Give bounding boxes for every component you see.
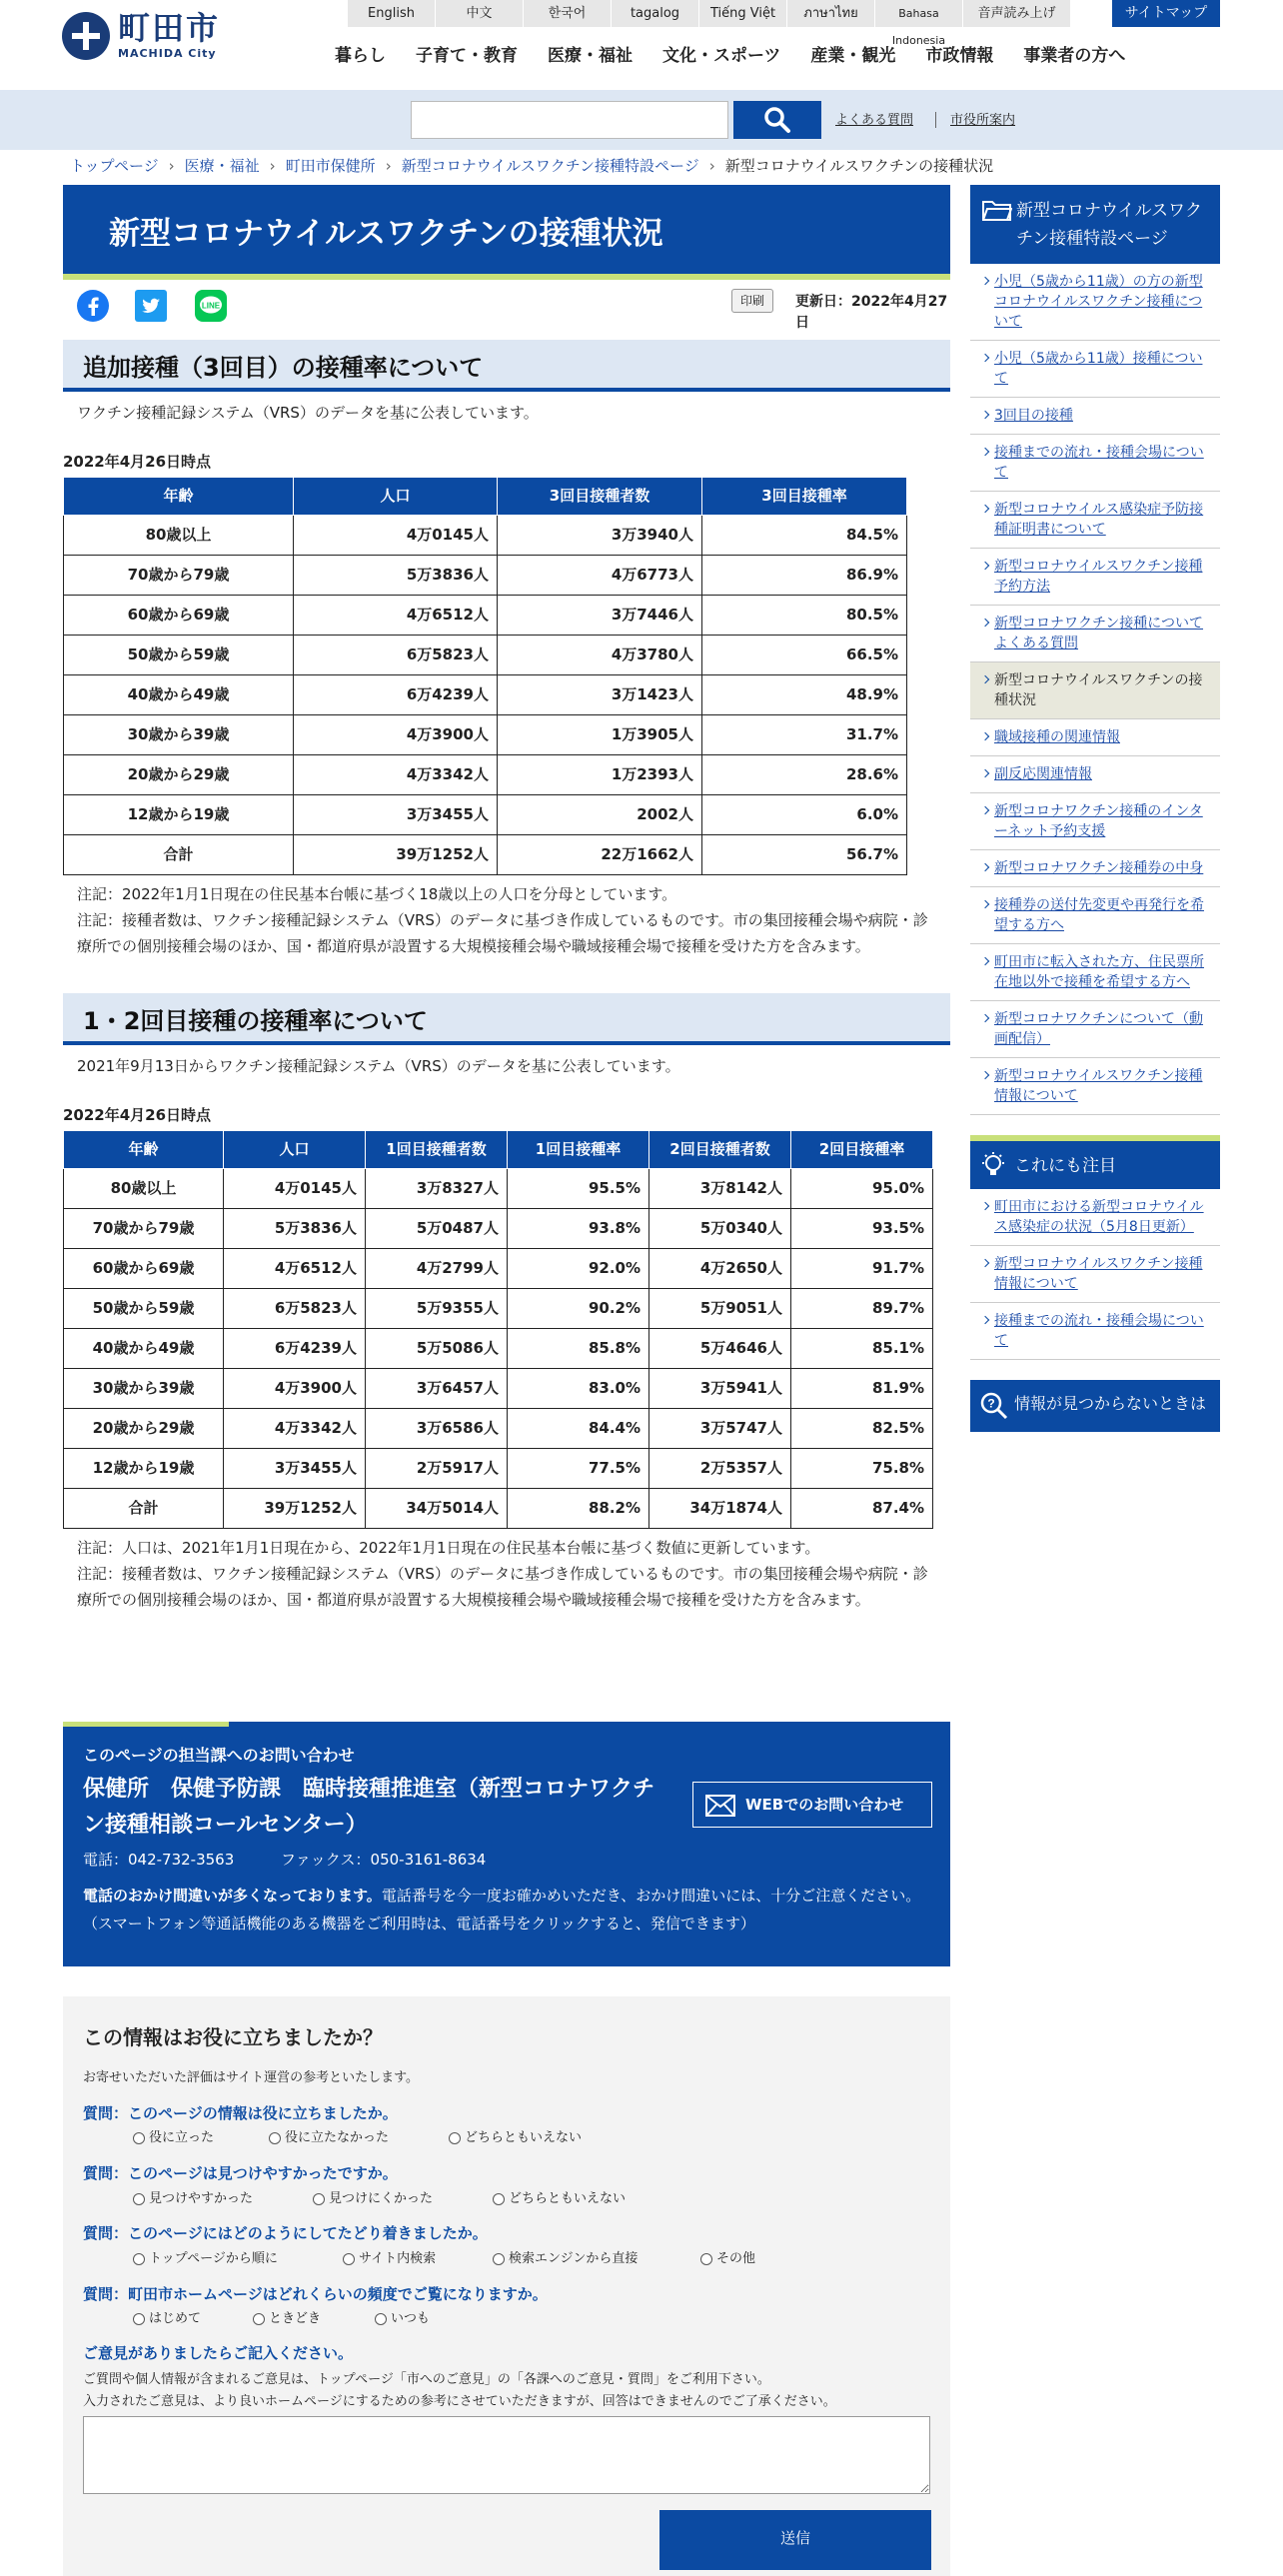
table-cell: 4万6512人	[224, 1249, 366, 1289]
breadcrumb-sep: ›	[269, 157, 276, 175]
comment-note: ご質問や個人情報が含まれるご意見は、トップページ「市へのご意見」の「各課へのご意見・質問」をご利用下さい。	[83, 2372, 770, 2387]
twitter-icon[interactable]	[135, 290, 167, 322]
table-cell: 39万1252人	[294, 835, 498, 875]
section1-heading: 追加接種（3回目）の接種率について	[63, 340, 950, 392]
table-row	[64, 1169, 933, 1209]
sidebar-link: 新型コロナウイルスワクチンの接種状況	[994, 672, 1203, 708]
sidebar-link[interactable]: 新型コロナワクチン接種についてよくある質問	[994, 616, 1204, 651]
divider	[935, 112, 936, 128]
table-row	[64, 795, 907, 835]
table-cell: 5万9051人	[649, 1289, 791, 1329]
sidebar-item[interactable]	[970, 719, 1220, 756]
table-cell: 6.0%	[702, 795, 907, 835]
table-cell: 5万9355人	[366, 1289, 508, 1329]
sidebar-link[interactable]: 新型コロナワクチン接種券の中身	[994, 860, 1204, 876]
contact-box	[63, 1722, 950, 1966]
table-row	[64, 1369, 933, 1409]
nav-sangyo[interactable]: 産業・観光	[810, 46, 896, 66]
sidebar-item	[970, 662, 1220, 719]
radio-other[interactable]	[700, 2253, 712, 2265]
share-bar	[63, 280, 950, 340]
table-header: 3回目接種者数	[498, 478, 702, 516]
breadcrumb-hokenjo[interactable]: 町田市保健所	[285, 157, 376, 175]
table-cell: 86.9%	[702, 556, 907, 596]
sidebar-link[interactable]: 職域接種の関連情報	[994, 729, 1120, 745]
table-cell: 4万3900人	[294, 715, 498, 755]
sidebar-item[interactable]	[970, 850, 1220, 887]
mail-icon	[705, 1795, 735, 1817]
table-cell: 77.5%	[508, 1449, 649, 1489]
breadcrumb	[70, 155, 1003, 178]
sidebar-link[interactable]: 接種までの流れ・接種会場について	[994, 445, 1204, 481]
section2-note-vrs: 注記：接種者数は、ワクチン接種記録システム（VRS）のデータに基づき作成しているものです。市の集団接種会場や病院・診療所での個別接種会場のほか、国・都道府県が設置する大規模接種会場や職域接種会場で接種を受けた方を含みます。	[77, 1565, 928, 1609]
svg-text:LINE: LINE	[201, 301, 221, 311]
table-cell: 34万5014人	[366, 1489, 508, 1529]
sidebar-item[interactable]	[970, 264, 1220, 341]
attention-link[interactable]: 新型コロナウイルスワクチン接種情報について	[994, 1256, 1203, 1292]
logo-subtext: MACHIDA City	[118, 47, 217, 60]
table-total-row	[64, 835, 907, 875]
table-cell: 95.5%	[508, 1169, 649, 1209]
table-cell: 85.8%	[508, 1329, 649, 1369]
comment-textarea[interactable]	[83, 2416, 930, 2494]
radio-from-top[interactable]	[133, 2253, 145, 2265]
table-cell: 34万1874人	[649, 1489, 791, 1529]
table-cell: 28.6%	[702, 755, 907, 795]
option-label: はじめて	[149, 2311, 202, 2326]
radio-easy-to-find[interactable]	[133, 2193, 145, 2205]
table-cell: 3万5747人	[649, 1409, 791, 1449]
table-cell: 3万3455人	[294, 795, 498, 835]
table-header: 1回目接種者数	[366, 1131, 508, 1169]
sidebar-link[interactable]: 小児（5歳から11歳）の方の新型コロナウイルスワクチン接種について	[994, 274, 1203, 330]
option-label: トップページから順に	[149, 2251, 278, 2266]
table-cell: 5万4646人	[649, 1329, 791, 1369]
lang-korean[interactable]: 한국어	[524, 0, 612, 27]
age-group-cell: 40歳から49歳	[64, 1329, 224, 1369]
sitemap-button[interactable]: サイトマップ	[1112, 0, 1220, 27]
lang-thai[interactable]: ภาษาไทย	[787, 0, 875, 27]
table-cell: 48.9%	[702, 675, 907, 715]
sidebar-link[interactable]: 新型コロナウイルス感染症予防接種証明書について	[994, 502, 1204, 538]
table-cell: 1万3905人	[498, 715, 702, 755]
search-band	[0, 90, 1283, 150]
table-cell: 66.5%	[702, 636, 907, 675]
table-row	[64, 1289, 933, 1329]
table-cell: 5万3836人	[224, 1209, 366, 1249]
search-icon	[763, 106, 791, 134]
table-cell: 87.4%	[791, 1489, 933, 1529]
question-frequency: 質問：町田市ホームページはどれくらいの頻度でご覧になりますか。	[83, 2285, 548, 2303]
sidebar-item[interactable]	[970, 793, 1220, 850]
option-label: その他	[716, 2251, 756, 2266]
web-contact-button[interactable]	[692, 1782, 932, 1828]
table-cell: 93.8%	[508, 1209, 649, 1249]
sidebar-item[interactable]	[970, 944, 1220, 1001]
option-label: いつも	[391, 2311, 431, 2326]
breadcrumb-sep: ›	[708, 157, 715, 175]
sidebar-item[interactable]	[970, 887, 1220, 944]
age-group-cell: 60歳から69歳	[64, 596, 294, 636]
option-label: 見つけやすかった	[149, 2191, 254, 2206]
site-logo[interactable]	[62, 10, 220, 63]
updated-date: 更新日：2022年4月27日	[795, 294, 948, 331]
question-usefulness: 質問：このページの情報は役に立ちましたか。	[83, 2104, 398, 2122]
age-group-cell: 80歳以上	[64, 516, 294, 556]
table-cell: 3万3455人	[224, 1449, 366, 1489]
section2-description: 2021年9月13日からワクチン接種記録システム（VRS）のデータを基に公表しています。	[77, 1057, 680, 1075]
table-row	[64, 675, 907, 715]
table-cell: 4万6512人	[294, 596, 498, 636]
attention-item[interactable]	[970, 1246, 1220, 1303]
sidebar-item[interactable]	[970, 606, 1220, 662]
option-label: 検索エンジンから直接	[509, 2251, 639, 2266]
table-header: 3回目接種率	[702, 478, 907, 516]
table-cell: 3万7446人	[498, 596, 702, 636]
accent-bar	[63, 1722, 229, 1727]
nav-bunka[interactable]: 文化・スポーツ	[662, 46, 781, 66]
findability-options	[133, 2189, 653, 2209]
table-cell: 83.0%	[508, 1369, 649, 1409]
city-emblem-icon	[62, 12, 110, 60]
nav-shisei[interactable]: 市政情報	[925, 46, 994, 66]
contact-phone[interactable]: 電話：042-732-3563	[83, 1851, 235, 1869]
sidebar-link[interactable]: 接種券の送付先変更や再発行を希望する方へ	[994, 897, 1204, 933]
table-cell: 6万5823人	[294, 636, 498, 675]
attention-heading-label: これにも注目	[1014, 1156, 1116, 1176]
table-cell: 5万0340人	[649, 1209, 791, 1249]
frequency-options	[133, 2309, 458, 2329]
line-icon[interactable]	[195, 290, 227, 322]
facebook-icon[interactable]	[77, 290, 109, 322]
age-group-cell: 12歳から19歳	[64, 795, 294, 835]
table-cell: 91.7%	[791, 1249, 933, 1289]
feedback-title: この情報はお役に立ちましたか？	[83, 2025, 383, 2049]
sidebar-heading[interactable]	[970, 185, 1220, 264]
table-cell: 88.2%	[508, 1489, 649, 1529]
table-cell: 2002人	[498, 795, 702, 835]
option-label: 役に立たなかった	[285, 2130, 390, 2145]
not-found-button[interactable]	[970, 1380, 1220, 1432]
page-title: 新型コロナウイルスワクチンの接種状況	[63, 185, 950, 280]
table-row	[64, 715, 907, 755]
radio-search-engine[interactable]	[493, 2253, 505, 2265]
table-row	[64, 1249, 933, 1289]
table-cell: 92.0%	[508, 1249, 649, 1289]
attention-link[interactable]: 町田市における新型コロナウイルス感染症の状況（5月8日更新）	[994, 1199, 1204, 1235]
radio-sometimes[interactable]	[253, 2313, 265, 2325]
table-cell: 2万5917人	[366, 1449, 508, 1489]
breadcrumb-current: 新型コロナウイルスワクチンの接種状況	[724, 157, 994, 175]
sidebar-list	[970, 264, 1220, 1115]
question-findability: 質問：このページは見つけやすかったですか。	[83, 2164, 398, 2182]
table-header: 人口	[224, 1131, 366, 1169]
option-label: 見つけにくかった	[329, 2191, 434, 2206]
sidebar-link[interactable]: 新型コロナウイルスワクチン接種予約方法	[994, 559, 1203, 595]
lightbulb-icon	[980, 1151, 1006, 1181]
attention-link[interactable]: 接種までの流れ・接種会場について	[994, 1313, 1204, 1349]
table-row	[64, 1449, 933, 1489]
table-total-row	[64, 1489, 933, 1529]
table-cell: 3万5941人	[649, 1369, 791, 1409]
table-cell: 6万5823人	[224, 1289, 366, 1329]
table-cell: 95.0%	[791, 1169, 933, 1209]
logo-text: 町田市	[118, 9, 221, 47]
table-header: 2回目接種者数	[649, 1131, 791, 1169]
age-group-cell: 50歳から59歳	[64, 1289, 224, 1329]
age-group-cell: 70歳から79歳	[64, 556, 294, 596]
radio-useful[interactable]	[133, 2132, 145, 2144]
nav-kurashi[interactable]: 暮らし	[335, 46, 386, 66]
radio-not-useful[interactable]	[269, 2132, 281, 2144]
web-contact-label: WEBでのお問い合わせ	[745, 1796, 904, 1814]
sidebar-link[interactable]: 小児（5歳から11歳）接種について	[994, 351, 1203, 387]
faq-link[interactable]: よくある質問	[835, 113, 914, 128]
sidebar-item[interactable]	[970, 549, 1220, 606]
table-cell: 5万3836人	[294, 556, 498, 596]
section1-note-vrs: 注記：接種者数は、ワクチン接種記録システム（VRS）のデータに基づき作成しているものです。市の集団接種会場や病院・診療所での個別接種会場のほか、国・都道府県が設置する大規模接種会場や職域接種会場で接種を受けた方を含みます。	[77, 911, 928, 955]
sidebar-heading-label: 新型コロナウイルスワクチン接種特設ページ	[1016, 201, 1202, 249]
svg-text:?: ?	[987, 1396, 995, 1411]
attention-list	[970, 1189, 1220, 1360]
breadcrumb-vaccine[interactable]: 新型コロナウイルスワクチン接種特設ページ	[401, 157, 699, 175]
section1-description: ワクチン接種記録システム（VRS）のデータを基に公表しています。	[77, 404, 539, 422]
lang-english[interactable]: English	[348, 0, 436, 27]
radio-neutral[interactable]	[449, 2132, 461, 2144]
table-cell: 5万5086人	[366, 1329, 508, 1369]
contact-note-bold: 電話のおかけ間違いが多くなっております。	[83, 1887, 382, 1905]
print-button[interactable]: 印刷	[731, 289, 773, 313]
age-group-cell: 30歳から39歳	[64, 1369, 224, 1409]
search-input[interactable]	[411, 101, 728, 139]
table-row	[64, 1329, 933, 1369]
table-cell: 80.5%	[702, 596, 907, 636]
section1-note-population: 注記：2022年1月1日現在の住民基本台帳に基づく18歳以上の人口を分母としています。	[77, 885, 677, 903]
nav-jigyosha[interactable]: 事業者の方へ	[1023, 46, 1126, 66]
table-cell: 90.2%	[508, 1289, 649, 1329]
table-cell: 3万6457人	[366, 1369, 508, 1409]
radio-always[interactable]	[375, 2313, 387, 2325]
table-header: 年齢	[64, 1131, 224, 1169]
sidebar-item[interactable]	[970, 398, 1220, 435]
table-row	[64, 1409, 933, 1449]
nav-iryo[interactable]: 医療・福祉	[548, 46, 633, 66]
table-cell: 81.9%	[791, 1369, 933, 1409]
contact-note	[83, 1882, 932, 1937]
option-label: サイト内検索	[359, 2251, 437, 2266]
breadcrumb-sep: ›	[168, 157, 175, 175]
radio-site-search[interactable]	[343, 2253, 355, 2265]
radio-first-time[interactable]	[133, 2313, 145, 2325]
breadcrumb-sep: ›	[385, 157, 392, 175]
contact-department: 保健所 保健予防課 臨時接種推進室（新型コロナワクチン接種相談コールセンター）	[83, 1777, 655, 1838]
table-row	[64, 516, 907, 556]
table-cell: 3万1423人	[498, 675, 702, 715]
sidebar-item[interactable]	[970, 341, 1220, 398]
table-cell: 4万2799人	[366, 1249, 508, 1289]
table-cell: 3万8327人	[366, 1169, 508, 1209]
nav-kosodate[interactable]: 子育て・教育	[416, 46, 518, 66]
table-cell: 31.7%	[702, 715, 907, 755]
sidebar-link[interactable]: 新型コロナウイルスワクチン接種情報について	[994, 1068, 1203, 1104]
contact-heading: このページの担当課へのお問い合わせ	[83, 1746, 355, 1765]
option-label: どちらともいえない	[509, 2191, 627, 2206]
sidebar-link[interactable]: 新型コロナワクチン接種のインターネット予約支援	[994, 803, 1203, 839]
table-header: 年齢	[64, 478, 294, 516]
sidebar	[970, 185, 1220, 1432]
global-nav	[320, 44, 1140, 70]
age-group-cell: 合計	[64, 1489, 224, 1529]
option-label: ときどき	[269, 2311, 322, 2326]
table-cell: 4万3780人	[498, 636, 702, 675]
radio-neutral[interactable]	[493, 2193, 505, 2205]
not-found-label: 情報が見つからないときは	[1014, 1394, 1207, 1413]
contact-note-text: 電話番号を今一度お確かめいただき、おかけ間違いには、十分ご注意ください。（スマートフォン等通話機能のある機器をご利用時は、電話番号をクリックすると、発信できます）	[83, 1887, 921, 1932]
table-row	[64, 1209, 933, 1249]
table-cell: 1万2393人	[498, 755, 702, 795]
sidebar-item[interactable]	[970, 435, 1220, 492]
attention-item[interactable]	[970, 1303, 1220, 1360]
attention-item[interactable]	[970, 1189, 1220, 1246]
table-cell: 6万4239人	[294, 675, 498, 715]
table-cell: 89.7%	[791, 1289, 933, 1329]
breadcrumb-top[interactable]: トップページ	[70, 157, 159, 175]
city-hall-guide-link[interactable]: 市役所案内	[950, 113, 1016, 128]
table-cell: 4万2650人	[649, 1249, 791, 1289]
sidebar-item[interactable]	[970, 756, 1220, 793]
age-group-cell: 40歳から49歳	[64, 675, 294, 715]
lang-indonesian[interactable]: Bahasa Indonesia	[875, 0, 963, 27]
table-cell: 4万6773人	[498, 556, 702, 596]
sidebar-link[interactable]: 町田市に転入された方、住民票所在地以外で接種を希望する方へ	[994, 954, 1204, 990]
section2-asof: 2022年4月26日時点	[63, 1105, 212, 1124]
attention-heading	[970, 1135, 1220, 1189]
table-cell: 3万8142人	[649, 1169, 791, 1209]
table-cell: 85.1%	[791, 1329, 933, 1369]
sidebar-link[interactable]: 副反応関連情報	[994, 766, 1092, 782]
table-header: 1回目接種率	[508, 1131, 649, 1169]
table-row	[64, 596, 907, 636]
sidebar-link[interactable]: 新型コロナワクチンについて（動画配信）	[994, 1011, 1204, 1047]
table-cell: 4万0145人	[294, 516, 498, 556]
age-group-cell: 70歳から79歳	[64, 1209, 224, 1249]
table-cell: 84.5%	[702, 516, 907, 556]
text-to-speech[interactable]: 音声読み上げ	[963, 0, 1071, 27]
table-cell: 56.7%	[702, 835, 907, 875]
table-cell: 3万6586人	[366, 1409, 508, 1449]
question-search-icon	[980, 1392, 1008, 1420]
table-cell: 3万3940人	[498, 516, 702, 556]
sidebar-link[interactable]: 3回目の接種	[994, 408, 1073, 424]
table-cell: 82.5%	[791, 1409, 933, 1449]
lang-tagalog[interactable]: tagalog	[612, 0, 699, 27]
route-options	[133, 2249, 783, 2269]
feedback-form	[63, 1996, 950, 2576]
submit-button[interactable]: 送信	[659, 2510, 931, 2570]
section2-note-population: 注記：人口は、2021年1月1日現在から、2022年1月1日現在の住民基本台帳に基づく数値に更新しています。	[77, 1539, 820, 1557]
breadcrumb-iryo[interactable]: 医療・福祉	[184, 157, 260, 175]
table-cell: 4万3342人	[294, 755, 498, 795]
table-cell: 22万1662人	[498, 835, 702, 875]
folder-icon	[982, 199, 1012, 221]
table-row	[64, 636, 907, 675]
table-cell: 39万1252人	[224, 1489, 366, 1529]
feedback-intro: お寄せいただいた評価はサイト運営の参考といたします。	[83, 2070, 420, 2085]
table-header: 人口	[294, 478, 498, 516]
language-bar	[348, 0, 1071, 47]
sidebar-item[interactable]	[970, 1001, 1220, 1058]
table-cell: 93.5%	[791, 1209, 933, 1249]
table-cell: 4万3900人	[224, 1369, 366, 1409]
age-group-cell: 合計	[64, 835, 294, 875]
usefulness-options	[133, 2128, 610, 2148]
age-group-cell: 80歳以上	[64, 1169, 224, 1209]
main-content	[63, 185, 950, 1617]
question-route: 質問：このページにはどのようにしてたどり着きましたか。	[83, 2224, 488, 2242]
contact-fax: ファックス：050-3161-8634	[281, 1851, 487, 1869]
table-cell: 6万4239人	[224, 1329, 366, 1369]
table-cell: 2万5357人	[649, 1449, 791, 1489]
table-header: 2回目接種率	[791, 1131, 933, 1169]
table-row	[64, 556, 907, 596]
sidebar-item[interactable]	[970, 492, 1220, 549]
search-button[interactable]	[733, 101, 821, 139]
age-group-cell: 12歳から19歳	[64, 1449, 224, 1489]
table-cell: 4万3342人	[224, 1409, 366, 1449]
comment-note: 入力されたご意見は、より良いホームページにするための参考にさせていただきますが、回答はできませんのでご了承ください。	[83, 2394, 836, 2409]
option-label: どちらともいえない	[465, 2130, 583, 2145]
lang-vietnamese[interactable]: Tiếng Việt	[699, 0, 787, 27]
section2-heading: 1・2回目接種の接種率について	[63, 993, 950, 1045]
comment-title: ご意見がありましたらご記入ください。	[83, 2344, 354, 2362]
age-group-cell: 50歳から59歳	[64, 636, 294, 675]
option-label: 役に立った	[149, 2130, 215, 2145]
age-group-cell: 60歳から69歳	[64, 1249, 224, 1289]
lang-chinese[interactable]: 中文	[436, 0, 524, 27]
table-row	[64, 755, 907, 795]
table-cell: 84.4%	[508, 1409, 649, 1449]
booster-rate-table	[63, 477, 907, 875]
radio-hard-to-find[interactable]	[313, 2193, 325, 2205]
section1-asof: 2022年4月26日時点	[63, 452, 212, 471]
first-second-dose-table	[63, 1130, 933, 1529]
sidebar-item[interactable]	[970, 1058, 1220, 1115]
age-group-cell: 20歳から29歳	[64, 755, 294, 795]
age-group-cell: 20歳から29歳	[64, 1409, 224, 1449]
site-header	[0, 0, 1283, 90]
age-group-cell: 30歳から39歳	[64, 715, 294, 755]
table-cell: 75.8%	[791, 1449, 933, 1489]
table-cell: 4万0145人	[224, 1169, 366, 1209]
table-cell: 5万0487人	[366, 1209, 508, 1249]
